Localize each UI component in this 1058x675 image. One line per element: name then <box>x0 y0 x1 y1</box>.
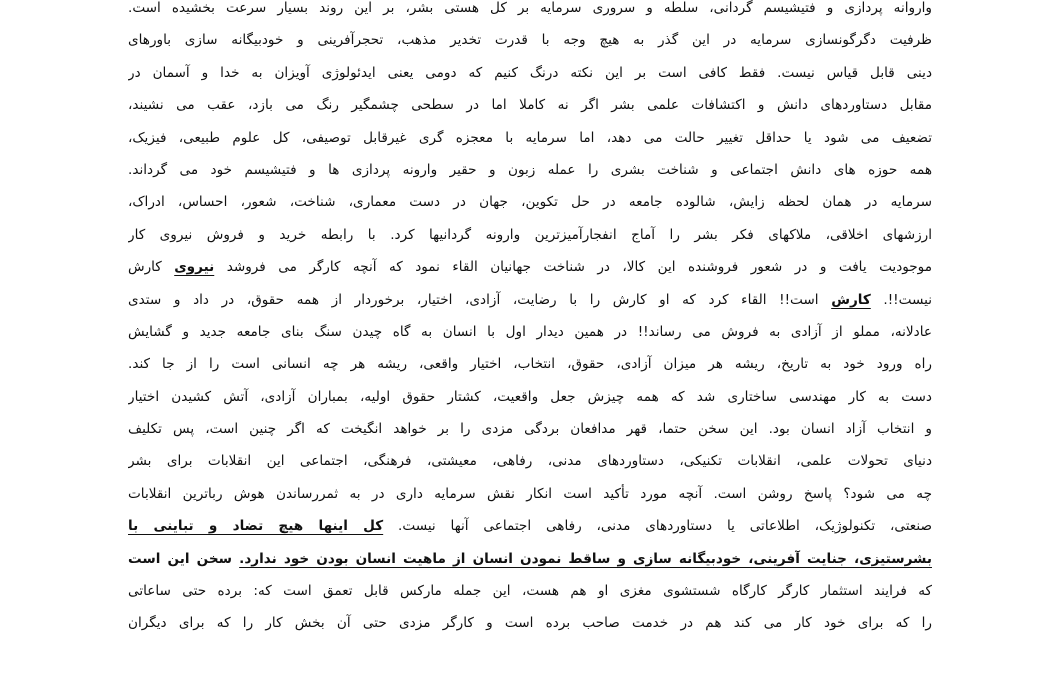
text-segment: دست به کار مهندسی ساختاری شد که همه چیزش جعل واقعیت، کشتار حقوق اولیه، بمباران آزادی، آتش کشیدن اختیار <box>128 388 932 405</box>
text-line <box>128 57 932 89</box>
text-line <box>128 445 932 477</box>
text-segment: ارزشهای اخلاقی، ملاکهای فکر بشر را آماج انفجارآمیزترین وارونه گردانیها کرد. با رابطه خرید و فروش نیروی کار <box>128 226 932 243</box>
text-line <box>128 284 932 316</box>
text-line <box>128 251 932 283</box>
text-segment: همه حوزه های دانش اجتماعی و شناخت بشری را عمله زبون و حقیر وارونه پردازی ها و فتیشیسم خود می گرداند. <box>128 161 932 178</box>
emphasized-text-segment: کل اینها هیچ تضاد و تباینی با <box>128 518 384 535</box>
text-segment: واروانه پردازی و فتیشیسم گردانی، سلطه و سروری سرمایه بر کل هستی بشر، بر این روند بسیار سرعت بخشیده است. <box>128 0 932 16</box>
text-segment: راه ورود خود به تاریخ، ریشه هر میزان آزادی، حقوق، انتخاب، اختیار واقعی، ریشه هر چه انسانی است را از جا کند. <box>128 356 932 373</box>
text-segment: چه می شود؟ پاسخ روشن است. آنچه مورد تأکید است انکار نقش سرمایه داری در به ثمررساندن هوش رباترین انقلابات <box>128 485 932 502</box>
text-line <box>128 316 932 348</box>
text-line <box>128 478 932 510</box>
text-segment: که فرایند استثمار کارگر کارگاه شستشوی مغزی او هم هست، این جمله مارکس قابل تعمق است که: برده حتی ساعاتی <box>128 583 932 600</box>
text-segment: کارش <box>128 259 175 276</box>
emphasized-text-segment: نیروی <box>174 259 215 276</box>
emphasized-text-segment: کارش <box>831 291 871 308</box>
text-segment: مقابل دستاوردهای دانش و اکتشافات علمی بشر اگر نه کاملا اما در سطحی چشمگیر رنگ می بازد، عقب می نشیند، <box>128 97 932 114</box>
text-segment: عادلانه، مملو از آزادی به فروش می رساند!! در همین دیدار اول با انسان به گاه چیدن سنگ بنای جامعه جدید و گشایش <box>128 323 932 340</box>
emphasized-text-segment: سخن این است <box>128 550 240 567</box>
text-line <box>128 89 932 121</box>
text-segment: نیست!!. <box>870 291 932 308</box>
text-line <box>128 0 932 24</box>
text-line <box>128 607 932 639</box>
text-segment: و انتخاب آزاد انسان بود. این سخن حتما، قهر مدافعان بردگی مزدی را بر خواهد انگیخت که اگر چنین است، پس تکلیف <box>128 421 932 438</box>
text-segment: است!! القاء کرد که او کارش را با رضایت، آزادی، اختیار، برخوردار از همه حقوق، در داد و ستدی <box>128 291 832 308</box>
text-segment: ظرفیت دگرگونسازی سرمایه در این گذر به هیچ وجه با قدرت تخدیر مذهب، تحجرآفرینی و خودبیگانه سازی باورهای <box>128 32 932 49</box>
text-line <box>128 510 932 542</box>
emphasized-text-segment: بشرستیزی، جنایت آفرینی، خودبیگانه سازی و ساقط نمودن انسان از ماهیت انسان بودن خود ندارد. <box>239 550 932 567</box>
document-page <box>128 0 932 640</box>
text-line <box>128 543 932 575</box>
text-line <box>128 381 932 413</box>
text-segment: موجودیت یافت و در شعور فروشنده این کالا، در شناخت جهانیان القاء نمود که آنچه کارگر می فروشد <box>214 259 932 276</box>
text-line <box>128 186 932 218</box>
text-segment: سرمایه در همان لحظه زایش، شالوده جامعه در حل تکوین، جهان در دست معماری، شناخت، شعور، احساس، ادراک، <box>128 194 932 211</box>
text-segment: را که برای خود کار می کند هم در خدمت صاحب برده است و کارگر مزدی حتی آن بخش کار را که برای دیگران <box>128 615 932 632</box>
text-segment: دنیای تحولات علمی، انقلابات تکنیکی، دستاوردهای مدنی، رفاهی، معیشتی، فرهنگی، اجتماعی این انقلابات برای بشر <box>128 453 932 470</box>
text-line <box>128 154 932 186</box>
text-line <box>128 348 932 380</box>
text-segment: صنعتی، تکنولوژیک، اطلاعاتی یا دستاوردهای مدنی، رفاهی اجتماعی آنها نیست. <box>383 518 932 535</box>
text-segment: تضعیف می شود یا حداقل تغییر حالت می دهد، اما سرمایه با معجزه گری غیرقابل توصیفی، کل علوم طبیعی، فیزیک، <box>128 129 932 146</box>
text-line <box>128 122 932 154</box>
text-line <box>128 219 932 251</box>
text-line <box>128 413 932 445</box>
text-segment: دینی قابل قیاس نیست. فقط کافی است بر این نکته درنگ کنیم که دومی یعنی ایدئولوژی آویزان به خدا و آسمان در <box>128 64 932 81</box>
text-line <box>128 575 932 607</box>
text-line <box>128 24 932 56</box>
